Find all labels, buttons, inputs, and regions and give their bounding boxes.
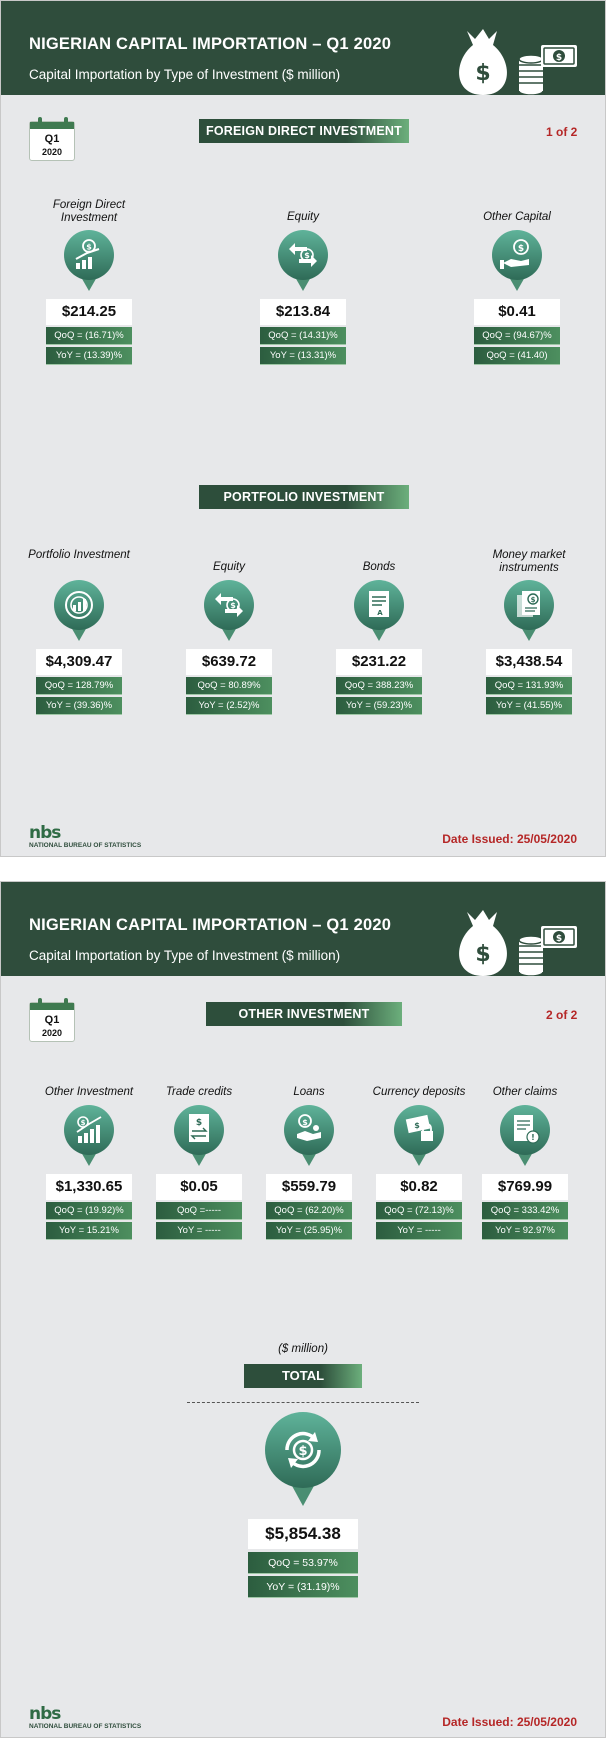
card-label: Currency deposits [372,1086,466,1098]
page-title: NIGERIAN CAPITAL IMPORTATION – Q1 2020 [29,35,392,53]
page-number: 2 of 2 [546,1008,578,1022]
svg-text:$: $ [304,251,310,260]
svg-text:$: $ [298,1444,308,1459]
card-qoq: QoQ = (72.13)% [376,1202,462,1220]
total-title: TOTAL [244,1364,362,1388]
badge-quarter: Q1 [44,133,60,145]
growth-chart-icon [63,1104,115,1166]
card-qoq: QoQ = 333.42% [482,1202,568,1220]
card-label: Equity [213,561,245,573]
card-qoq: QoQ = (16.71)% [46,327,132,345]
card-value: $4,309.47 [36,649,122,675]
card-qoq: QoQ =----- [156,1202,242,1220]
section-title-portfolio: PORTFOLIO INVESTMENT [199,485,409,509]
card-yoy: YoY = (13.31)% [260,347,346,365]
card-value: $639.72 [186,649,272,675]
hand-coin-icon [491,229,543,291]
total-value: $5,854.38 [248,1519,358,1549]
card-value: $213.84 [260,299,346,325]
infographic-page-1 [0,0,606,857]
nbs-logo-name: NATIONAL BUREAU OF STATISTICS [29,842,142,849]
money-bag-coins-icon [449,25,579,95]
target-chart-icon [53,579,105,641]
nbs-logo [29,1704,149,1734]
card-qoq: QoQ = (14.31)% [260,327,346,345]
card-label: Bonds [362,561,396,573]
page-header [1,882,605,976]
page-subtitle: Capital Importation by Type of Investment ($ million) [29,67,341,82]
svg-text:$: $ [195,1118,203,1128]
growth-chart-icon [63,229,115,291]
card-qoq: QoQ = 388.23% [336,677,422,695]
svg-text:$: $ [80,1119,86,1127]
cycle-dollar-icon [263,1410,343,1506]
date-issued: Date Issued: 25/05/2020 [442,1715,577,1729]
exchange-arrows-icon [203,579,255,641]
quarter-badge [29,121,75,161]
svg-text:$: $ [414,1121,420,1130]
svg-text:$: $ [517,244,525,254]
card-yoy: YoY = (13.39)% [46,347,132,365]
card-value: $0.05 [156,1174,242,1200]
hand-coin-icon [283,1104,335,1166]
card-value: $1,330.65 [46,1174,132,1200]
svg-text:A: A [377,609,383,617]
card-qoq: QoQ = (62.20)% [266,1202,352,1220]
total-yoy: YoY = (31.19)% [248,1576,358,1598]
card-yoy: YoY = ----- [376,1222,462,1240]
card-yoy: YoY = (2.52)% [186,697,272,715]
section-title-other-investment: OTHER INVESTMENT [206,1002,402,1026]
card-value: $3,438.54 [486,649,572,675]
card-yoy: QoQ = (41.40) [474,347,560,365]
claim-document-icon [499,1104,551,1166]
svg-text:$: $ [475,942,491,967]
invoice-transfer-icon [173,1104,225,1166]
svg-text:$: $ [475,61,491,86]
badge-year: 2020 [41,1028,63,1038]
page-title: NIGERIAN CAPITAL IMPORTATION – Q1 2020 [29,916,392,934]
card-label: Money market instruments [492,549,566,574]
card-label: Other Investment [44,1086,134,1098]
card-value: $0.82 [376,1174,462,1200]
date-issued: Date Issued: 25/05/2020 [442,832,577,846]
card-qoq: QoQ = (19.92)% [46,1202,132,1220]
nbs-logo-name: NATIONAL BUREAU OF STATISTICS [29,1723,142,1730]
locked-cash-icon [393,1104,445,1166]
nbs-logo-text: nbs [29,1704,61,1724]
card-yoy: YoY = (59.23)% [336,697,422,715]
card-label: Other claims [492,1086,558,1098]
card-qoq: QoQ = 131.93% [486,677,572,695]
card-yoy: YoY = (25.95)% [266,1222,352,1240]
nbs-logo-text: nbs [29,823,61,843]
money-documents-icon [503,579,555,641]
svg-text:$: $ [555,53,563,63]
page-number: 1 of 2 [546,125,578,139]
infographic-page-2 [0,881,606,1738]
card-qoq: QoQ = 80.89% [186,677,272,695]
card-yoy: YoY = (41.55)% [486,697,572,715]
svg-text:$: $ [530,596,536,604]
card-qoq: QoQ = (94.67)% [474,327,560,345]
exchange-arrows-icon [277,229,329,291]
card-label: Equity [287,211,319,223]
svg-text:!: ! [531,1133,535,1142]
card-value: $231.22 [336,649,422,675]
page-header [1,1,605,95]
money-bag-coins-icon [449,906,579,976]
page-subtitle: Capital Importation by Type of Investment ($ million) [29,948,341,963]
svg-text:$: $ [555,934,563,944]
card-value: $214.25 [46,299,132,325]
card-value: $769.99 [482,1174,568,1200]
svg-text:$: $ [86,242,92,252]
section-title-fdi: FOREIGN DIRECT INVESTMENT [199,119,409,143]
badge-quarter: Q1 [44,1014,60,1026]
card-label: Portfolio Investment [28,549,130,561]
card-yoy: YoY = ----- [156,1222,242,1240]
card-label: Other Capital [483,211,551,223]
total-unit-label: ($ million) [278,1343,328,1355]
card-label: Loans [293,1086,325,1098]
card-label: Trade credits [165,1086,233,1098]
document-icon [353,579,405,641]
divider-line [187,1402,419,1403]
card-qoq: QoQ = 128.79% [36,677,122,695]
total-qoq: QoQ = 53.97% [248,1552,358,1574]
card-value: $0.41 [474,299,560,325]
quarter-badge [29,1002,75,1042]
svg-text:$: $ [302,1118,308,1127]
nbs-logo [29,823,149,853]
card-label: Foreign Direct Investment [52,199,126,224]
card-yoy: YoY = 15.21% [46,1222,132,1240]
card-yoy: YoY = 92.97% [482,1222,568,1240]
card-yoy: YoY = (39.36)% [36,697,122,715]
card-value: $559.79 [266,1174,352,1200]
svg-text:$: $ [230,601,236,610]
badge-year: 2020 [41,147,63,157]
